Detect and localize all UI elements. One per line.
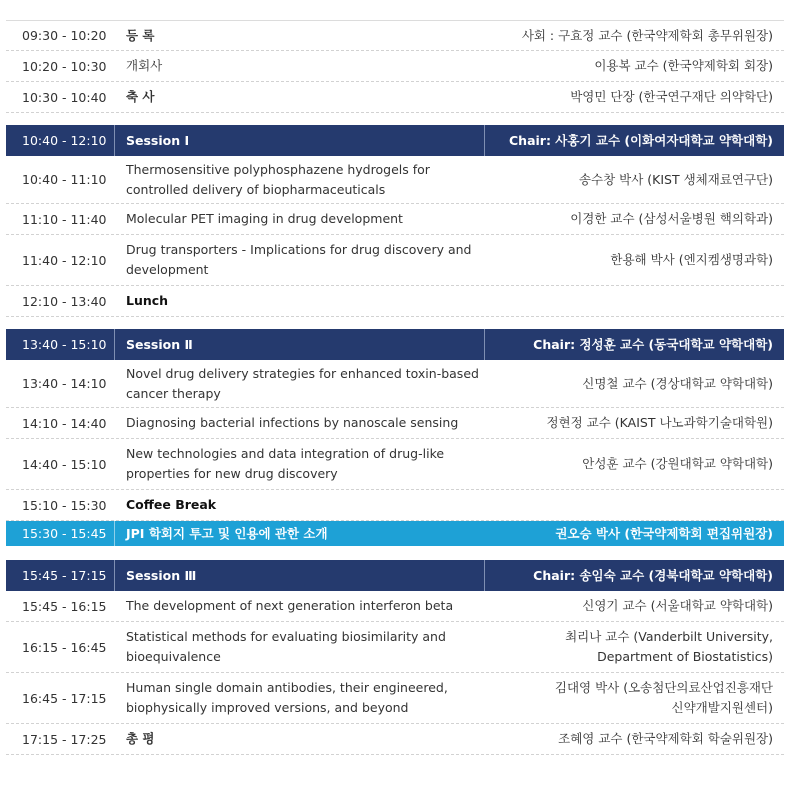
speaker-name: 이용복 교수 (한국약제학회 회장) [594, 58, 773, 73]
speaker-name: 조혜영 교수 (한국약제학회 학술위원장) [558, 731, 773, 746]
time-slot: 10:40 - 12:10 [6, 125, 115, 156]
schedule-row [6, 439, 784, 490]
time-slot: 10:20 - 10:30 [22, 58, 107, 74]
talk-title: Human single domain antibodies, their engineered, biophysically improved versions, and beyond [126, 680, 448, 715]
session-header-row [6, 125, 784, 156]
speaker-name: 권오승 박사 (한국약제학회 편집위원장) [555, 525, 773, 541]
talk-title: Molecular PET imaging in drug development [126, 211, 403, 226]
program-schedule [6, 20, 784, 755]
talk-title: JPI 학회지 투고 및 인용에 관한 소개 [126, 525, 328, 541]
session-header-row [6, 560, 784, 591]
time-slot: 11:10 - 11:40 [22, 211, 107, 227]
time-slot: 13:40 - 15:10 [6, 329, 115, 360]
break-row [6, 286, 784, 317]
section-gap [6, 546, 784, 560]
speaker-name: 신명철 교수 (경상대학교 약학대학) [582, 375, 773, 391]
schedule-row [6, 408, 784, 439]
talk-title: Diagnosing bacterial infections by nanoscale sensing [126, 415, 459, 430]
schedule-row [6, 724, 784, 755]
time-slot: 12:10 - 13:40 [22, 293, 107, 309]
speaker-name: 김대영 박사 (오송첨단의료산업진흥재단 신약개발지원센터) [554, 680, 773, 715]
talk-title: Novel drug delivery strategies for enhanced toxin-based cancer therapy [126, 365, 479, 401]
speaker-name: 안성훈 교수 (강원대학교 약학대학) [582, 456, 773, 471]
speaker-name: 신영기 교수 (서울대학교 약학대학) [582, 598, 773, 613]
session-chair: Chair: 사홍기 교수 (이화여자대학교 약학대학) [509, 132, 773, 148]
schedule-row [6, 20, 784, 51]
talk-title: Lunch [126, 293, 169, 308]
session-chair: Chair: 송임숙 교수 (경북대학교 약학대학) [533, 567, 773, 583]
session-chair: Chair: 정성훈 교수 (동국대학교 약학대학) [533, 336, 773, 352]
time-slot: 15:45 - 16:15 [22, 598, 107, 614]
session-header-row [6, 329, 784, 360]
schedule-row [6, 156, 784, 204]
talk-title: 등 록 [126, 27, 155, 43]
talk-title: 총 평 [126, 731, 155, 746]
talk-title: Drug transporters - Implications for drug discovery and development [126, 242, 472, 277]
time-slot: 14:40 - 15:10 [22, 456, 107, 472]
speaker-name: 한용해 박사 (엔지켐생명과학) [610, 252, 773, 267]
schedule-row [6, 673, 784, 724]
time-slot: 15:10 - 15:30 [22, 497, 107, 513]
schedule-row [6, 235, 784, 286]
time-slot: 10:40 - 11:10 [22, 172, 107, 187]
time-slot: 11:40 - 12:10 [22, 252, 107, 268]
time-slot: 09:30 - 10:20 [22, 28, 107, 43]
session-title: Session Ⅰ [115, 125, 485, 156]
speaker-name: 사회 : 구효정 교수 (한국약제학회 총무위원장) [521, 27, 773, 43]
talk-title: 축 사 [126, 89, 155, 104]
schedule-row [6, 360, 784, 408]
schedule-row [6, 51, 784, 82]
time-slot: 16:15 - 16:45 [22, 639, 107, 655]
time-slot: 16:45 - 17:15 [22, 690, 107, 706]
speaker-name: 송수창 박사 (KIST 생체재료연구단) [578, 171, 773, 187]
schedule-row [6, 82, 784, 113]
break-row [6, 490, 784, 521]
section-gap [6, 113, 784, 125]
talk-title: The development of next generation interferon beta [126, 598, 454, 613]
schedule-row [6, 591, 784, 622]
time-slot: 13:40 - 14:10 [22, 376, 107, 391]
talk-title: New technologies and data integration of drug-like properties for new drug discovery [126, 446, 445, 481]
speaker-name: 정현정 교수 (KAIST 나노과학기술대학원) [546, 415, 773, 430]
special-session-row [6, 521, 784, 546]
talk-title: 개회사 [126, 58, 163, 73]
speaker-name: 박영민 단장 (한국연구재단 의약학단) [570, 89, 773, 104]
talk-title: Coffee Break [126, 497, 217, 512]
time-slot: 10:30 - 10:40 [22, 89, 107, 105]
time-slot: 15:30 - 15:45 [6, 521, 115, 546]
talk-title: Thermosensitive polyphosphazene hydrogels for controlled delivery of biopharmaceuticals [126, 161, 430, 197]
speaker-name: 최리나 교수 (Vanderbilt University, Department of Biostatistics) [565, 629, 773, 664]
time-slot: 15:45 - 17:15 [6, 560, 115, 591]
schedule-row [6, 204, 784, 235]
section-gap [6, 317, 784, 329]
schedule-row [6, 622, 784, 673]
time-slot: 17:15 - 17:25 [22, 731, 107, 747]
speaker-name: 이경한 교수 (삼성서울병원 핵의학과) [570, 211, 773, 226]
time-slot: 14:10 - 14:40 [22, 415, 107, 431]
session-title: Session Ⅲ [115, 560, 485, 591]
session-title: Session Ⅱ [115, 329, 485, 360]
talk-title: Statistical methods for evaluating biosimilarity and bioequivalence [126, 629, 446, 664]
